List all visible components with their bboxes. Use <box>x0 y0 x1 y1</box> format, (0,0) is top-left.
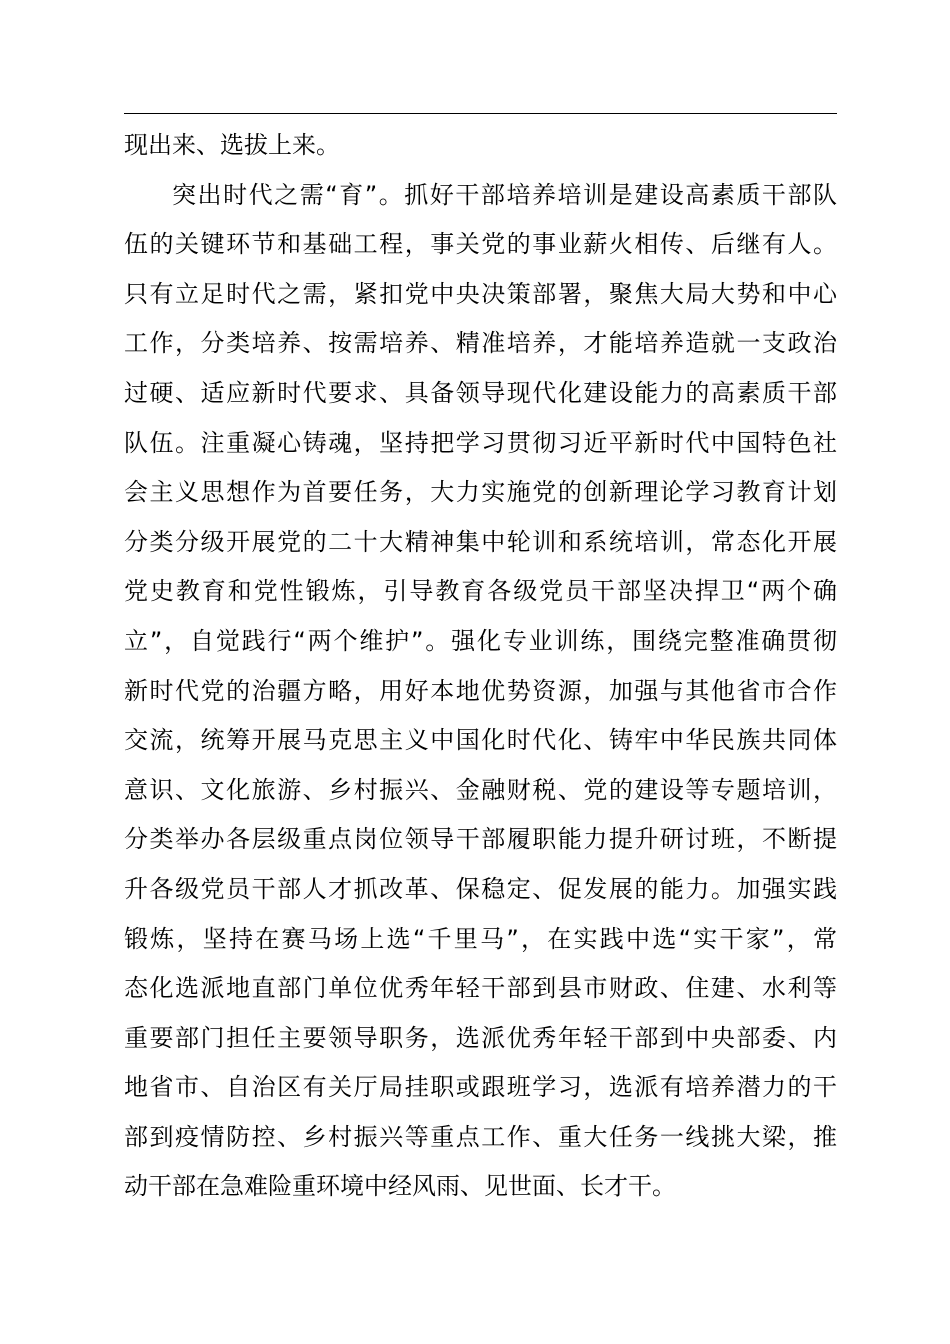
text-line: 意识、文化旅游、乡村振兴、金融财税、党的建设等专题培训， <box>124 775 837 804</box>
text-line: 会主义思想作为首要任务，大力实施党的创新理论学习教育计划 <box>124 478 837 507</box>
text-line: 队伍。注重凝心铸魂，坚持把学习贯彻习近平新时代中国特色社 <box>124 428 837 457</box>
text-line: 党史教育和党性锻炼，引导教育各级党员干部坚决捍卫“两个确 <box>124 577 837 606</box>
text-line: 新时代党的治疆方略，用好本地优势资源，加强与其他省市合作 <box>124 676 837 705</box>
text-line: 分类举办各层级重点岗位领导干部履职能力提升研讨班，不断提 <box>124 825 837 854</box>
text-line: 态化选派地直部门单位优秀年轻干部到县市财政、住建、水利等 <box>124 974 837 1003</box>
paragraph-last-line: 动干部在急难险重环境中经风雨、见世面、长才干。 <box>124 1172 676 1201</box>
document-body <box>124 121 837 1212</box>
text-line: 只有立足时代之需，紧扣党中央决策部署，聚焦大局大势和中心 <box>124 279 837 308</box>
text-line: 工作，分类培养、按需培养、精准培养，才能培养造就一支政治 <box>124 329 837 358</box>
text-line: 重要部门担任主要领导职务，选派优秀年轻干部到中央部委、内 <box>124 1023 837 1052</box>
text-line: 升各级党员干部人才抓改革、保稳定、促发展的能力。加强实践 <box>124 874 837 903</box>
header-rule <box>124 113 837 114</box>
text-line: 锻炼，坚持在赛马场上选“千里马”，在实践中选“实干家”，常 <box>124 924 837 953</box>
paragraph-first-line: 突出时代之需“育”。抓好干部培养培训是建设高素质干部队 <box>172 180 837 209</box>
text-line: 伍的关键环节和基础工程，事关党的事业薪火相传、后继有人。 <box>124 230 837 259</box>
text-line: 过硬、适应新时代要求、具备领导现代化建设能力的高素质干部 <box>124 378 837 407</box>
text-line: 现出来、选拔上来。 <box>124 131 340 159</box>
text-line: 地省市、自治区有关厅局挂职或跟班学习，选派有培养潜力的干 <box>124 1073 837 1102</box>
text-line: 交流，统筹开展马克思主义中国化时代化、铸牢中华民族共同体 <box>124 726 837 755</box>
text-line: 分类分级开展党的二十大精神集中轮训和系统培训，常态化开展 <box>124 527 837 556</box>
text-line: 立”，自觉践行“两个维护”。强化专业训练，围绕完整准确贯彻 <box>124 626 837 655</box>
text-line: 部到疫情防控、乡村振兴等重点工作、重大任务一线挑大梁，推 <box>124 1122 837 1151</box>
